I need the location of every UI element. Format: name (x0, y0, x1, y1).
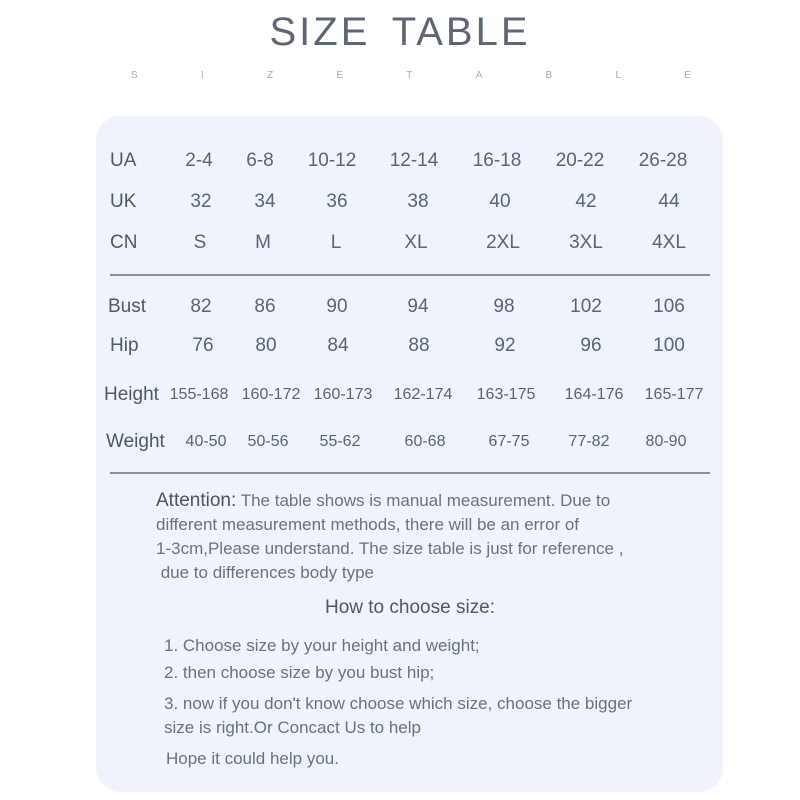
step-item: 3. now if you don't know choose which size, choose the bigger (164, 694, 633, 713)
table-cell: 102 (570, 296, 602, 317)
table-cell: 164-176 (564, 386, 624, 403)
step-item: 2. then choose size by you bust hip; (164, 663, 435, 682)
divider (110, 274, 710, 276)
table-cell: 77-82 (568, 433, 610, 450)
row-label-cn: CN (110, 232, 138, 253)
subtitle-letter: E (336, 70, 343, 81)
table-cell: 165-177 (644, 386, 704, 403)
table-cell: 38 (407, 191, 429, 212)
table-cell: 160-173 (313, 386, 373, 403)
table-cell: 40-50 (185, 433, 227, 450)
table-cell: 55-62 (319, 433, 361, 450)
table-cell: 76 (192, 335, 214, 356)
table-cell: 10-12 (307, 150, 357, 171)
attention-line: 1-3cm,Please understand. The size table is just for reference , (156, 539, 624, 558)
table-cell: 90 (326, 296, 348, 317)
table-cell: 6-8 (246, 150, 274, 171)
table-cell: 94 (407, 296, 429, 317)
row-label-ua: UA (110, 150, 137, 171)
table-cell: 160-172 (241, 386, 301, 403)
table-cell: 36 (326, 191, 348, 212)
table-cell: 4XL (652, 232, 686, 253)
table-cell: 44 (658, 191, 680, 212)
table-cell: 34 (254, 191, 276, 212)
table-cell: 98 (493, 296, 515, 317)
step-item: Hope it could help you. (166, 749, 339, 768)
table-cell: 163-175 (476, 386, 536, 403)
table-cell: 26-28 (638, 150, 688, 171)
row-label-height: Height (104, 384, 159, 405)
table-cell: 162-174 (393, 386, 453, 403)
page-title: SIZE TABLE (269, 10, 531, 54)
size-card (96, 116, 723, 792)
table-cell: 40 (489, 191, 511, 212)
step-item: 1. Choose size by your height and weight; (164, 636, 480, 655)
subtitle-letter: T (406, 70, 413, 81)
table-cell: XL (404, 232, 428, 253)
subtitle-letter: S (131, 70, 138, 81)
subtitle-letter: A (475, 70, 483, 81)
attention-line: different measurement methods, there will be an error of (156, 515, 580, 534)
table-cell: 50-56 (247, 433, 289, 450)
step-item: size is right.Or Concact Us to help (164, 718, 421, 737)
table-cell: 155-168 (169, 386, 229, 403)
table-cell: 3XL (569, 232, 603, 253)
table-cell: 92 (494, 335, 516, 356)
how-to-heading: How to choose size: (324, 597, 496, 618)
table-cell: 67-75 (488, 433, 530, 450)
table-cell: 12-14 (389, 150, 439, 171)
subtitle-letter: B (545, 70, 553, 81)
table-cell: 96 (580, 335, 602, 356)
row-label-bust: Bust (108, 296, 147, 317)
table-cell: L (330, 232, 342, 253)
table-cell: 106 (653, 296, 685, 317)
table-cell: 16-18 (472, 150, 522, 171)
table-cell: S (193, 232, 207, 253)
subtitle-letter: L (615, 70, 621, 81)
table-cell: 32 (190, 191, 212, 212)
row-label-weight: Weight (106, 431, 165, 452)
table-cell: 80-90 (645, 433, 687, 450)
subtitle-letter: E (684, 70, 691, 81)
subtitle-letters (131, 70, 691, 84)
attention-line: The table shows is manual measurement. Due to (240, 491, 611, 510)
row-label-hip: Hip (110, 335, 139, 356)
table-cell: 20-22 (555, 150, 605, 171)
attention-note (156, 489, 696, 585)
attention-line: due to differences body type (156, 563, 375, 582)
table-cell: 2-4 (185, 150, 213, 171)
divider (110, 472, 710, 474)
table-cell: M (255, 232, 271, 253)
table-cell: 82 (190, 296, 212, 317)
row-label-uk: UK (110, 191, 137, 212)
attention-label: Attention: (156, 490, 237, 511)
table-cell: 84 (327, 335, 349, 356)
table-cell: 80 (255, 335, 277, 356)
table-cell: 42 (575, 191, 597, 212)
table-cell: 2XL (486, 232, 520, 253)
subtitle-letter: I (200, 70, 204, 81)
table-cell: 100 (653, 335, 685, 356)
table-cell: 86 (254, 296, 276, 317)
table-cell: 60-68 (404, 433, 446, 450)
subtitle-letter: Z (266, 70, 274, 81)
table-cell: 88 (408, 335, 430, 356)
